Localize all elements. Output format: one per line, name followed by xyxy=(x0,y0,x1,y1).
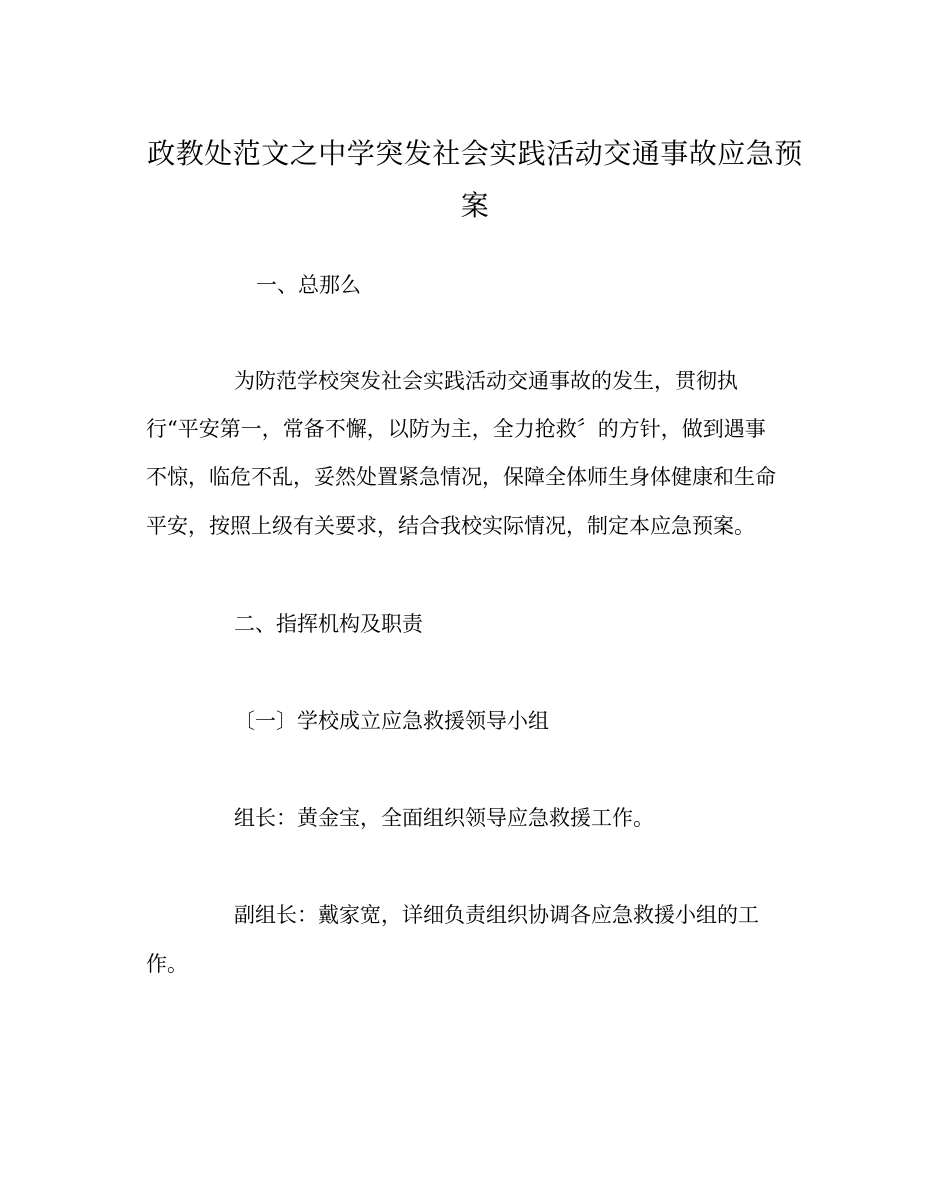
subsection-heading: 〔一〕学校成立应急救援领导小组 xyxy=(234,709,549,733)
section-heading-command: 二、指挥机构及职责 xyxy=(234,612,423,636)
section-heading-general: 一、总那么 xyxy=(256,273,361,297)
paragraph-line: 副组长：戴家宽，详细负责组织协调各应急救援小组的工 xyxy=(234,903,759,927)
paragraph-line: 作。 xyxy=(146,952,188,976)
paragraph-line: 平安，按照上级有关要求，结合我校实际情况，制定本应急预案。 xyxy=(146,514,755,538)
paragraph-line: 为防范学校突发社会实践活动交通事故的发生，贯彻执 xyxy=(234,369,738,393)
paragraph-line: 行“平安第一，常备不懈，以防为主，全力抢救〞的方针，做到遇事 xyxy=(146,417,766,441)
document-title: 政教处范文之中学突发社会实践活动交通事故应急预案 xyxy=(147,137,803,222)
paragraph-line: 不惊，临危不乱，妥然处置紧急情况，保障全体师生身体健康和生命 xyxy=(146,465,776,489)
leader-line: 组长：黄金宝，全面组织领导应急救援工作。 xyxy=(234,806,654,830)
